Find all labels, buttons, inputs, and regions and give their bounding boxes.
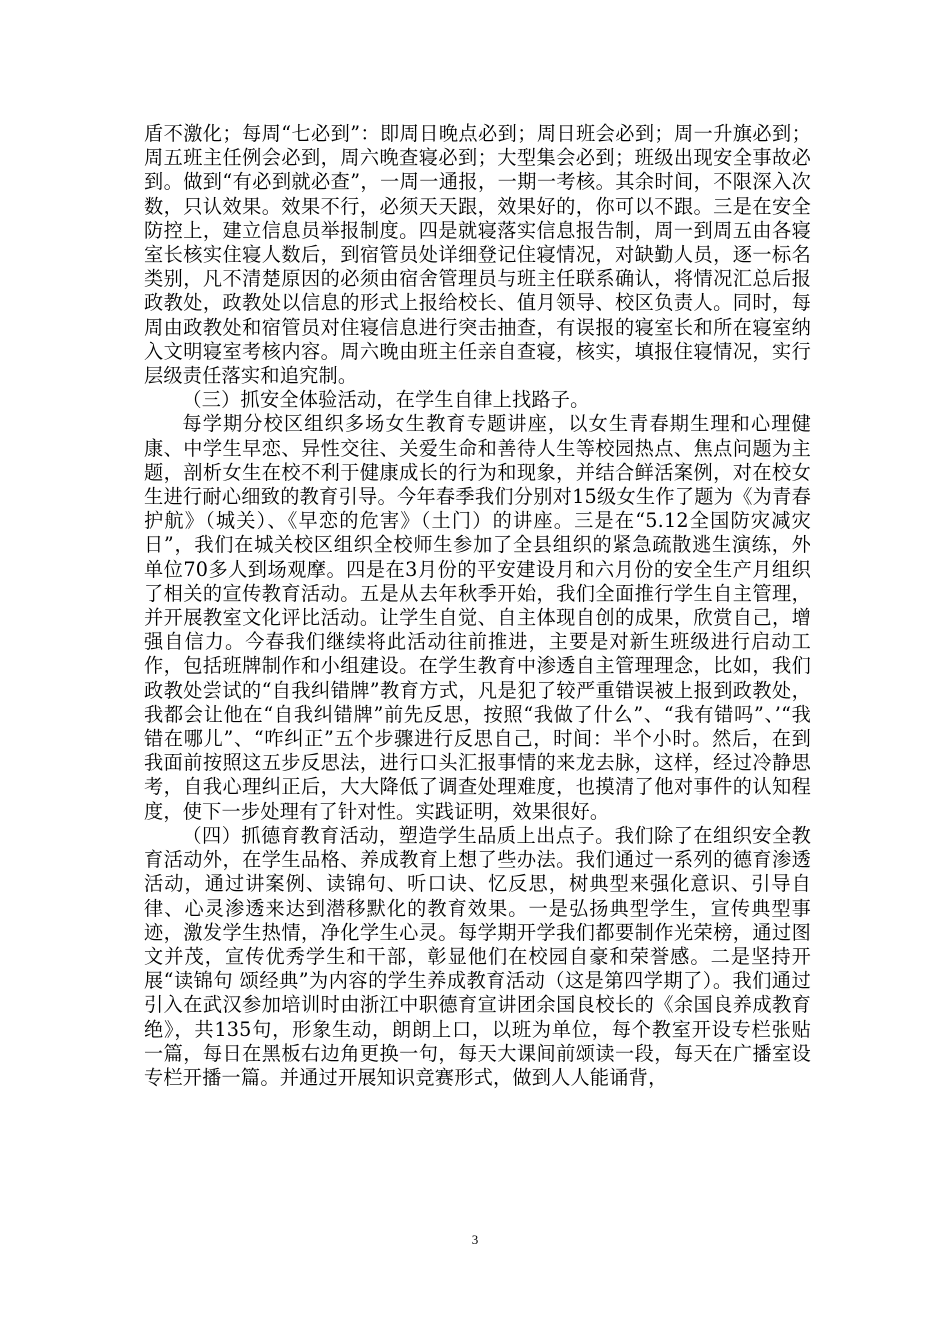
paragraph-continued: 盾不激化；每周“七必到”：即周日晚点必到；周日班会必到；周一升旗必到；周五班主任例会必到，周六晚查寝必到；大型集会必到；班级出现安全事故必到。做到“有必到就必查”，一周一通报，一期一考核。其余时间，不限深入次数，只认效果。效果不行，必须天天跟，效果好的，你可以不跟。三是在安全防控上，建立信息员举报制度。四是就寝落实信息报告制，周一到周五由各寝室长核实住寝人数后，到宿管员处详细登记住寝情况，对缺勤人员，逐一标名类别，凡不清楚原因的必须由宿舍管理员与班主任联系确认，将情况汇总后报政教处，政教处以信息的形式上报给校长、值月领导、校区负责人。同时，每周由政教处和宿管员对住寝信息进行突击抽查，有误报的寝室长和所在寝室纳入文明寝室考核内容。周六晚由班主任亲自查寝，核实，填报住寝情况，实行层级责任落实和追究制。 — [144, 122, 811, 388]
paragraph-female-education: 每学期分校区组织多场女生教育专题讲座，以女生青春期生理和心理健康、中学生早恋、异性交往、关爱生命和善待人生等校园热点、焦点问题为主题，剖析女生在校不利于健康成长的行为和现象，并结合鲜活案例，对在校女生进行耐心细致的教育引导。今年春季我们分别对15级女生作了题为《为青春护航》（城关）、《早恋的危害》（土门）的讲座。三是在“5.12全国防灾减灾日”，我们在城关校区组织全校师生参加了全县组织的紧急疏散逃生演练，外单位70多人到场观摩。四是在3月份的平安建设月和六月份的安全生产月组织了相关的宣传教育活动。五是从去年秋季开始，我们全面推行学生自主管理，并开展教室文化评比活动。让学生自觉、自主体现自创的成果，欣赏自己，增强自信力。今春我们继续将此活动往前推进，主要是对新生班级进行启动工作，包括班牌制作和小组建设。在学生教育中渗透自主管理理念，比如，我们政教处尝试的“自我纠错牌”教育方式，凡是犯了较严重错误被上报到政教处，我都会让他在“自我纠错牌”前先反思，按照“我做了什么”、“我有错吗”、’“我错在哪儿”、“咋纠正”五个步骤进行反思自己，时间：半个小时。然后，在到我面前按照这五步反思法，进行口头汇报事情的来龙去脉，这样，经过冷静思考，自我心理纠正后，大大降低了调查处理难度，也摸清了他对事件的认知程度，使下一步处理有了针对性。实践证明，效果很好。 — [144, 412, 811, 823]
page-number: 3 — [471, 1232, 479, 1247]
section-heading-3: （三）抓安全体验活动，在学生自律上找路子。 — [182, 388, 590, 412]
section-4-paragraph: （四）抓德育教育活动，塑造学生品质上出点子。我们除了在组织安全教育活动外，在学生品格、养成教育上想了些办法。我们通过一系列的德育渗透活动，通过讲案例、读锦句、听口诀、忆反思，树典型来强化意识、引导自律、心灵渗透来达到潜移默化的教育效果。一是弘扬典型学生，宣传典型事迹，激发学生热情，净化学生心灵。每学期开学我们都要制作光荣榜，通过图文并茂，宣传优秀学生和干部，彰显他们在校园自豪和荣誉感。二是坚持开展“读锦句 颂经典”为内容的学生养成教育活动（这是第四学期了）。我们通过引入在武汉参加培训时由浙江中职德育宣讲团余国良校长的《余国良养成教育绝》，共135句，形象生动，朗朗上口，以班为单位，每个教室开设专栏张贴一篇，每日在黑板右边角更换一句，每天大课间前颂读一段，每天在广播室设专栏开播一篇。并通过开展知识竞赛形式，做到人人能诵背， — [144, 823, 811, 1089]
body-text — [144, 122, 811, 1090]
